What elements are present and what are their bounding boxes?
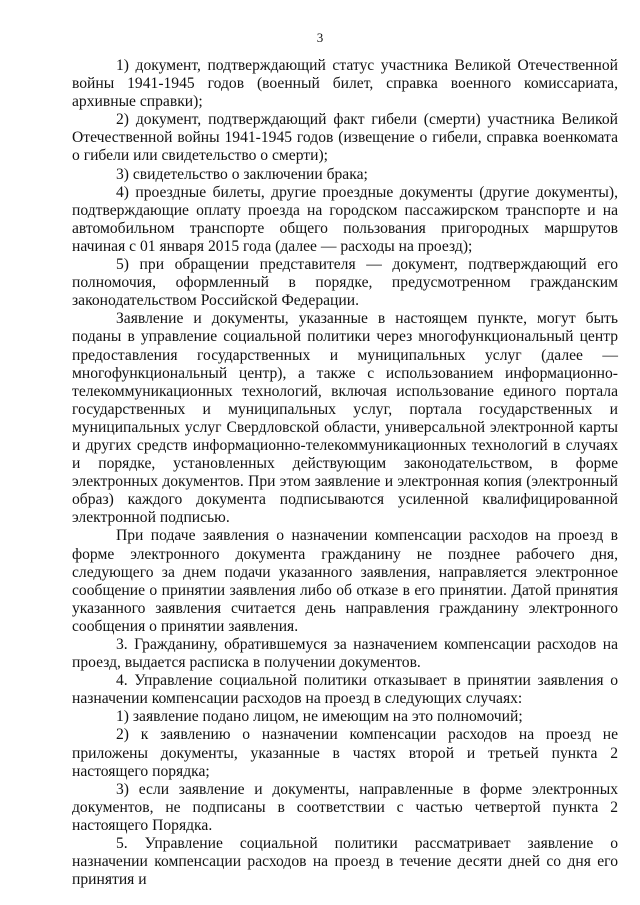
page-number: 3	[316, 30, 324, 45]
paragraph-item-3-marriage-certificate: 3) свидетельство о заключении брака;	[116, 165, 368, 183]
document-body	[72, 57, 618, 889]
paragraph-item-4-travel-tickets: 4) проездные билеты, другие проездные документы (другие документы), подтверждающие оплату проезда на городском пассажирском транспорте и на автомобильном транспорте общего пользования пригородных маршрутов начиная с 01 января 2015 года (далее — расходы на проезд);	[72, 183, 618, 255]
paragraph-item-1-war-participant-document: 1) документ, подтверждающий статус участника Великой Отечественной войны 1941-1945 годов (военный билет, справка военного комиссариата, архивные справки);	[72, 57, 618, 111]
paragraph-submission-channels: Заявление и документы, указанные в настоящем пункте, могут быть поданы в управление социальной политики через многофункциональный центр предоставления государственных и муниципальных услуг (далее — многофункциональный центр), а также с использованием информационно-телекоммуникационных технологий, включая использование единого портала государственных и муниципальных услуг, портала государственных и муниципальных услуг Свердловской области, универсальной электронной карты и других средств информационно-телекоммуникационных технологий в случаях и порядке, установленных действующим законодательством, в форме электронных документов. При этом заявление и электронная копия (электронный образ) каждого документа подписываются усиленной квалифицированной электронной подписью.	[72, 310, 618, 527]
paragraph-section-5-review: 5. Управление социальной политики рассматривает заявление о назначении компенсации расходов на проезд в течение десяти дней со дня его принятия и	[72, 835, 618, 889]
paragraph-refusal-reason-3: 3) если заявление и документы, направленные в форме электронных документов, не подписаны в соответствии с частью четвертой пункта 2 настоящего Порядка.	[72, 780, 618, 834]
paragraph-item-2-death-confirmation-document: 2) документ, подтверждающий факт гибели (смерти) участника Великой Отечественной войны 1941-1945 годов (извещение о гибели, справка военкомата о гибели или свидетельство о смерти);	[72, 111, 618, 165]
paragraph-electronic-submission: При подаче заявления о назначении компенсации расходов на проезд в форме электронного документа гражданину не позднее рабочего дня, следующего за днем подачи указанного заявления, направляется электронное сообщение о принятии заявления либо об отказе в его принятии. Датой принятия указанного заявления считается день направления гражданину электронного сообщения о принятии заявления.	[72, 527, 618, 635]
paragraph-section-4-refusal: 4. Управление социальной политики отказывает в принятии заявления о назначении компенсации расходов на проезд в следующих случаях:	[72, 672, 618, 708]
paragraph-refusal-reason-1: 1) заявление подано лицом, не имеющим на это полномочий;	[116, 708, 523, 726]
paragraph-refusal-reason-2: 2) к заявлению о назначении компенсации расходов на проезд не приложены документы, указанные в частях второй и третьей пункта 2 настоящего порядка;	[72, 726, 618, 780]
paragraph-item-5-representative-document: 5) при обращении представителя — документ, подтверждающий его полномочия, оформленный в порядке, предусмотренном гражданским законодательством Российской Федерации.	[72, 256, 618, 310]
paragraph-section-3-receipt: 3. Гражданину, обратившемуся за назначением компенсации расходов на проезд, выдается расписка в получении документов.	[72, 636, 618, 672]
